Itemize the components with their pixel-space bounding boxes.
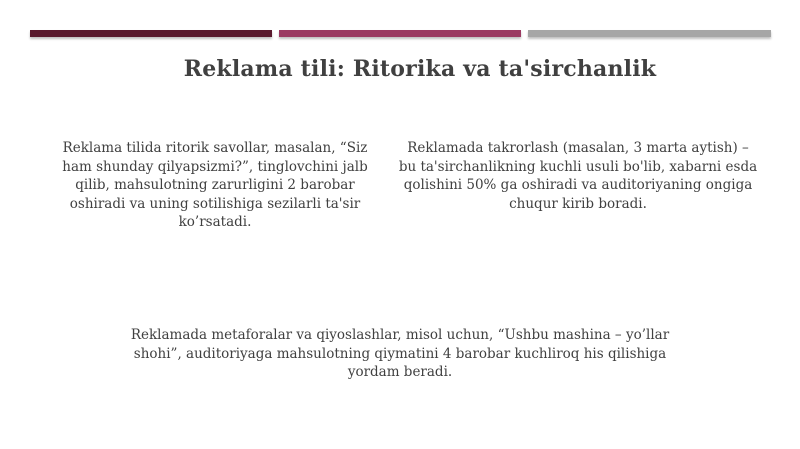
header-bar-middle	[279, 30, 521, 37]
paragraph-metaphors: Reklamada metaforalar va qiyoslashlar, misol uchun, “Ushbu mashina – yo’llar shohi”, auditoriyaga mahsulotning qiymatini 4 barobar kuchliroq his qilishiga yordam beradi.	[130, 327, 670, 380]
paragraph-rhetorical-questions: Reklama tilida ritorik savollar, masalan, “Siz ham shunday qilyapsizmi?”, tinglovchini jalb qilib, mahsulotning zarurligini 2 barobar oshiradi va uning sotilishiga sezilarli ta'sir ko’rsatadi.	[62, 140, 368, 230]
header-bar-left	[30, 30, 272, 37]
header-bar-right	[528, 30, 771, 37]
paragraph-repetition: Reklamada takrorlash (masalan, 3 marta aytish) – bu ta'sirchanlikning kuchli usuli bo'lib, xabarni esda qolishini 50% ga oshiradi va auditoriyaning ongiga chuqur kirib boradi.	[398, 140, 758, 212]
slide-title: Reklama tili: Ritorika va ta'sirchanlik	[183, 56, 657, 82]
